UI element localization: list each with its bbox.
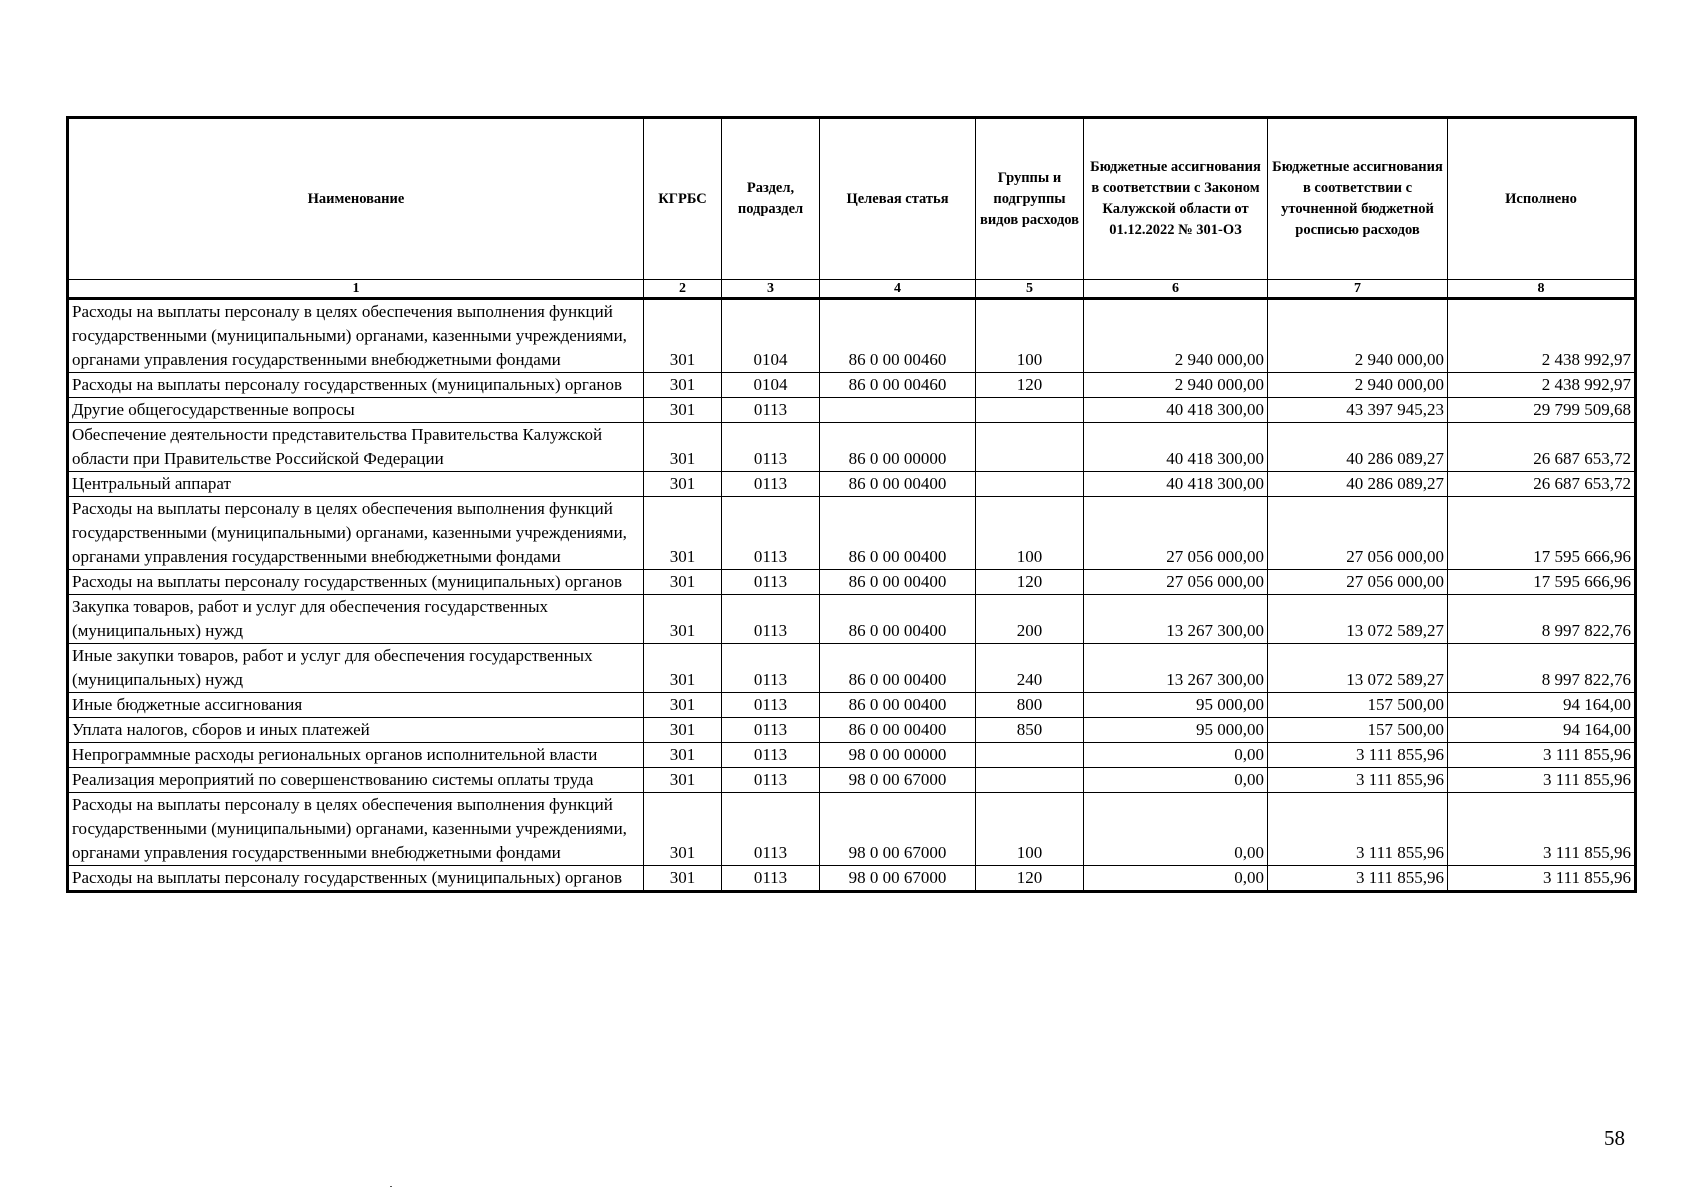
row-refined: 13 072 589,27 [1268,595,1448,644]
column-number: 2 [644,280,722,299]
row-law: 2 940 000,00 [1084,373,1268,398]
row-razdel: 0113 [722,718,820,743]
table-row [68,497,1636,570]
budget-document [66,116,1634,893]
row-name: Обеспечение деятельности представительства Правительства Калужской области при Правительстве Российской Федерации [68,423,644,472]
row-law: 0,00 [1084,768,1268,793]
row-name: Расходы на выплаты персоналу государственных (муниципальных) органов [68,570,644,595]
row-group [976,768,1084,793]
row-target [820,398,976,423]
row-refined: 157 500,00 [1268,718,1448,743]
table-row [68,768,1636,793]
row-target: 98 0 00 00000 [820,743,976,768]
row-razdel: 0113 [722,793,820,866]
row-executed: 17 595 666,96 [1448,570,1636,595]
table-row [68,693,1636,718]
row-group: 240 [976,644,1084,693]
row-group [976,472,1084,497]
row-razdel: 0113 [722,423,820,472]
row-target: 86 0 00 00400 [820,472,976,497]
row-kgrbs: 301 [644,866,722,892]
row-target: 86 0 00 00460 [820,299,976,373]
row-kgrbs: 301 [644,472,722,497]
row-target: 86 0 00 00400 [820,497,976,570]
row-group: 100 [976,497,1084,570]
row-refined: 43 397 945,23 [1268,398,1448,423]
scan-artifact [390,1186,392,1187]
row-refined: 27 056 000,00 [1268,497,1448,570]
row-name: Расходы на выплаты персоналу государственных (муниципальных) органов [68,373,644,398]
table-row [68,570,1636,595]
row-razdel: 0113 [722,570,820,595]
row-target: 86 0 00 00400 [820,718,976,743]
row-group [976,423,1084,472]
row-name: Иные закупки товаров, работ и услуг для обеспечения государственных (муниципальных) нужд [68,644,644,693]
row-name: Другие общегосударственные вопросы [68,398,644,423]
header-name: Наименование [68,118,644,280]
table-row [68,866,1636,892]
row-executed: 8 997 822,76 [1448,644,1636,693]
table-row [68,373,1636,398]
row-executed: 3 111 855,96 [1448,866,1636,892]
table-row [68,644,1636,693]
row-refined: 27 056 000,00 [1268,570,1448,595]
row-law: 95 000,00 [1084,693,1268,718]
row-razdel: 0104 [722,373,820,398]
row-group: 120 [976,373,1084,398]
table-row [68,299,1636,373]
row-kgrbs: 301 [644,743,722,768]
row-group: 800 [976,693,1084,718]
row-name: Расходы на выплаты персоналу государственных (муниципальных) органов [68,866,644,892]
column-number: 1 [68,280,644,299]
row-executed: 29 799 509,68 [1448,398,1636,423]
row-kgrbs: 301 [644,373,722,398]
row-razdel: 0113 [722,644,820,693]
row-group: 100 [976,299,1084,373]
header-kgrbs: КГРБС [644,118,722,280]
row-refined: 157 500,00 [1268,693,1448,718]
row-razdel: 0104 [722,299,820,373]
column-number-row [68,280,1636,299]
header-executed: Исполнено [1448,118,1636,280]
row-refined: 13 072 589,27 [1268,644,1448,693]
row-razdel: 0113 [722,768,820,793]
row-group: 120 [976,570,1084,595]
row-target: 98 0 00 67000 [820,768,976,793]
row-executed: 8 997 822,76 [1448,595,1636,644]
header-group: Группы и подгруппы видов расходов [976,118,1084,280]
row-kgrbs: 301 [644,497,722,570]
row-group [976,398,1084,423]
row-razdel: 0113 [722,595,820,644]
row-refined: 40 286 089,27 [1268,472,1448,497]
row-razdel: 0113 [722,743,820,768]
row-executed: 26 687 653,72 [1448,472,1636,497]
row-name: Реализация мероприятий по совершенствованию системы оплаты труда [68,768,644,793]
row-executed: 3 111 855,96 [1448,768,1636,793]
row-name: Расходы на выплаты персоналу в целях обеспечения выполнения функций государственными (муниципальными) органами, казенными учреждениями, органами управления государственными внебюджетными фондами [68,299,644,373]
column-number: 5 [976,280,1084,299]
row-name: Иные бюджетные ассигнования [68,693,644,718]
row-law: 13 267 300,00 [1084,595,1268,644]
row-executed: 26 687 653,72 [1448,423,1636,472]
row-executed: 17 595 666,96 [1448,497,1636,570]
row-refined: 3 111 855,96 [1268,793,1448,866]
row-target: 86 0 00 00400 [820,644,976,693]
column-number: 4 [820,280,976,299]
row-razdel: 0113 [722,693,820,718]
row-refined: 40 286 089,27 [1268,423,1448,472]
row-executed: 94 164,00 [1448,693,1636,718]
row-law: 0,00 [1084,866,1268,892]
row-target: 86 0 00 00400 [820,595,976,644]
row-group [976,743,1084,768]
row-razdel: 0113 [722,472,820,497]
row-refined: 3 111 855,96 [1268,768,1448,793]
row-target: 86 0 00 00460 [820,373,976,398]
header-target: Целевая статья [820,118,976,280]
row-razdel: 0113 [722,398,820,423]
row-kgrbs: 301 [644,644,722,693]
row-executed: 2 438 992,97 [1448,373,1636,398]
header-law-assignments: Бюджетные ассигнования в соответствии с Законом Калужской области от 01.12.2022 № 301-ОЗ [1084,118,1268,280]
header-refined-assignments: Бюджетные ассигнования в соответствии с уточненной бюджетной росписью расходов [1268,118,1448,280]
table-row [68,398,1636,423]
row-razdel: 0113 [722,497,820,570]
row-group: 200 [976,595,1084,644]
row-law: 13 267 300,00 [1084,644,1268,693]
table-row [68,595,1636,644]
page-number: 58 [1604,1126,1625,1150]
row-target: 98 0 00 67000 [820,866,976,892]
row-razdel: 0113 [722,866,820,892]
row-group: 850 [976,718,1084,743]
row-kgrbs: 301 [644,398,722,423]
table-row [68,472,1636,497]
row-law: 2 940 000,00 [1084,299,1268,373]
row-kgrbs: 301 [644,423,722,472]
row-executed: 94 164,00 [1448,718,1636,743]
row-kgrbs: 301 [644,793,722,866]
row-target: 98 0 00 67000 [820,793,976,866]
column-number: 3 [722,280,820,299]
row-law: 0,00 [1084,793,1268,866]
row-law: 27 056 000,00 [1084,497,1268,570]
row-law: 40 418 300,00 [1084,472,1268,497]
row-kgrbs: 301 [644,693,722,718]
table-row [68,743,1636,768]
table-row [68,423,1636,472]
row-group: 100 [976,793,1084,866]
row-target: 86 0 00 00400 [820,570,976,595]
row-name: Непрограммные расходы региональных органов исполнительной власти [68,743,644,768]
table-row [68,718,1636,743]
row-name: Расходы на выплаты персоналу в целях обеспечения выполнения функций государственными (муниципальными) органами, казенными учреждениями, органами управления государственными внебюджетными фондами [68,793,644,866]
row-refined: 2 940 000,00 [1268,373,1448,398]
row-kgrbs: 301 [644,768,722,793]
row-refined: 2 940 000,00 [1268,299,1448,373]
row-law: 40 418 300,00 [1084,398,1268,423]
row-name: Центральный аппарат [68,472,644,497]
row-name: Закупка товаров, работ и услуг для обеспечения государственных (муниципальных) нужд [68,595,644,644]
budget-table [66,116,1637,893]
row-executed: 3 111 855,96 [1448,743,1636,768]
row-kgrbs: 301 [644,570,722,595]
row-law: 0,00 [1084,743,1268,768]
column-number: 8 [1448,280,1636,299]
table-row [68,793,1636,866]
row-law: 40 418 300,00 [1084,423,1268,472]
row-target: 86 0 00 00400 [820,693,976,718]
row-name: Уплата налогов, сборов и иных платежей [68,718,644,743]
column-number: 7 [1268,280,1448,299]
row-kgrbs: 301 [644,595,722,644]
row-kgrbs: 301 [644,299,722,373]
row-refined: 3 111 855,96 [1268,743,1448,768]
row-executed: 3 111 855,96 [1448,793,1636,866]
row-refined: 3 111 855,96 [1268,866,1448,892]
row-target: 86 0 00 00000 [820,423,976,472]
header-razdel: Раздел, подраздел [722,118,820,280]
row-group: 120 [976,866,1084,892]
row-law: 95 000,00 [1084,718,1268,743]
row-kgrbs: 301 [644,718,722,743]
row-executed: 2 438 992,97 [1448,299,1636,373]
header-row [68,118,1636,280]
column-number: 6 [1084,280,1268,299]
row-law: 27 056 000,00 [1084,570,1268,595]
row-name: Расходы на выплаты персоналу в целях обеспечения выполнения функций государственными (муниципальными) органами, казенными учреждениями, органами управления государственными внебюджетными фондами [68,497,644,570]
